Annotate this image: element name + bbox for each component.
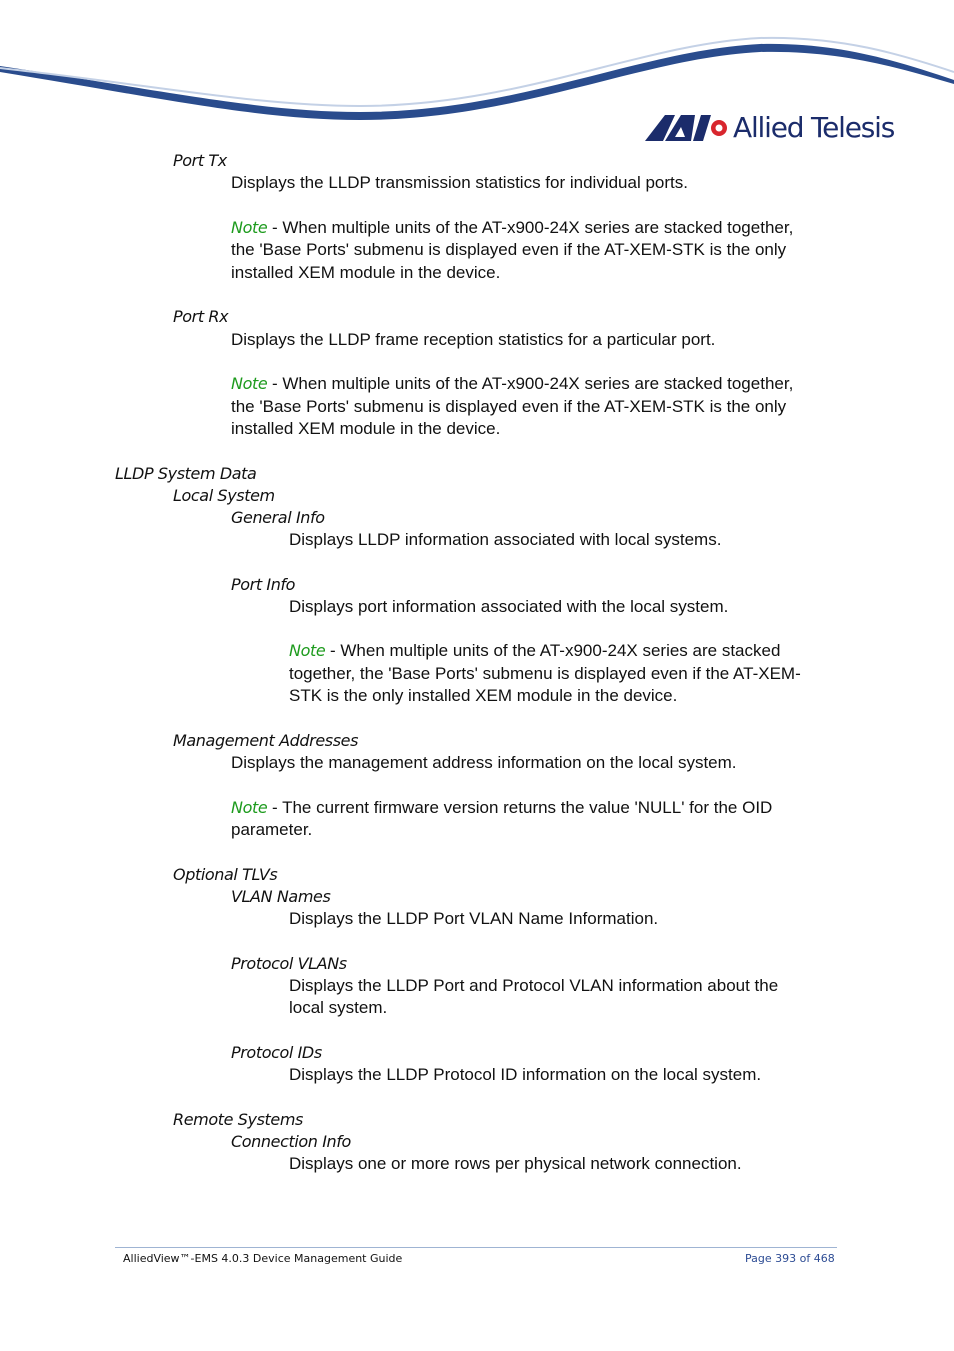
port-tx-note-line: the 'Base Ports' submenu is displayed even if the AT-XEM-STK is the only xyxy=(231,240,787,259)
port-info-description: Displays port information associated with the local system. xyxy=(289,597,729,616)
lldp-system-data-heading: LLDP System Data xyxy=(115,464,257,483)
footer-guide-title: AlliedView™-EMS 4.0.3 Device Management Guide xyxy=(123,1252,403,1265)
port-info-heading: Port Info xyxy=(231,575,296,594)
protocol-vlans-description-line: local system. xyxy=(289,998,388,1017)
note-text: - When multiple units of the AT-x900-24X series are stacked xyxy=(325,641,781,660)
connection-info-description: Displays one or more rows per physical network connection. xyxy=(289,1154,742,1173)
vlan-names-heading: VLAN Names xyxy=(231,887,331,906)
allied-telesis-logo-mark xyxy=(645,115,727,141)
management-addresses-description: Displays the management address information on the local system. xyxy=(231,753,737,772)
port-info-note-line: together, the 'Base Ports' submenu is displayed even if the AT-XEM- xyxy=(289,664,801,683)
port-rx-note-line: the 'Base Ports' submenu is displayed even if the AT-XEM-STK is the only xyxy=(231,397,787,416)
footer-divider xyxy=(115,1247,837,1248)
local-system-heading: Local System xyxy=(173,486,275,505)
footer-page-number: Page 393 of 468 xyxy=(745,1252,835,1265)
protocol-ids-heading: Protocol IDs xyxy=(231,1043,322,1062)
protocol-vlans-heading: Protocol VLANs xyxy=(231,954,347,973)
connection-info-heading: Connection Info xyxy=(231,1132,351,1151)
note-text: - When multiple units of the AT-x900-24X series are stacked together, xyxy=(267,374,794,393)
port-info-note-line: STK is the only installed XEM module in the device. xyxy=(289,686,678,705)
port-rx-note-line: installed XEM module in the device. xyxy=(231,419,501,438)
note-label: Note xyxy=(231,218,268,237)
port-info-note xyxy=(289,640,780,663)
note-label: Note xyxy=(231,798,268,817)
management-addresses-heading: Management Addresses xyxy=(173,731,359,750)
vlan-names-description: Displays the LLDP Port VLAN Name Information. xyxy=(289,909,659,928)
port-rx-heading: Port Rx xyxy=(173,307,229,326)
general-info-description: Displays LLDP information associated with local systems. xyxy=(289,530,722,549)
note-label: Note xyxy=(289,641,326,660)
management-addresses-note xyxy=(231,797,772,820)
port-tx-note xyxy=(231,217,793,240)
note-label: Note xyxy=(231,374,268,393)
management-addresses-note-line: parameter. xyxy=(231,820,313,839)
port-rx-note xyxy=(231,373,793,396)
port-tx-note-line: installed XEM module in the device. xyxy=(231,263,501,282)
port-tx-description: Displays the LLDP transmission statistics for individual ports. xyxy=(231,173,688,192)
port-rx-description: Displays the LLDP frame reception statistics for a particular port. xyxy=(231,330,716,349)
protocol-vlans-description: Displays the LLDP Port and Protocol VLAN information about the xyxy=(289,976,779,995)
remote-systems-heading: Remote Systems xyxy=(173,1110,303,1129)
note-text: - The current firmware version returns the value 'NULL' for the OID xyxy=(267,798,773,817)
protocol-ids-description: Displays the LLDP Protocol ID information on the local system. xyxy=(289,1065,762,1084)
note-text: - When multiple units of the AT-x900-24X series are stacked together, xyxy=(267,218,794,237)
allied-telesis-logo xyxy=(645,108,894,148)
optional-tlvs-heading: Optional TLVs xyxy=(173,865,278,884)
port-tx-heading: Port Tx xyxy=(173,151,227,170)
logo-wordmark: Allied Telesis xyxy=(733,111,895,144)
general-info-heading: General Info xyxy=(231,508,325,527)
